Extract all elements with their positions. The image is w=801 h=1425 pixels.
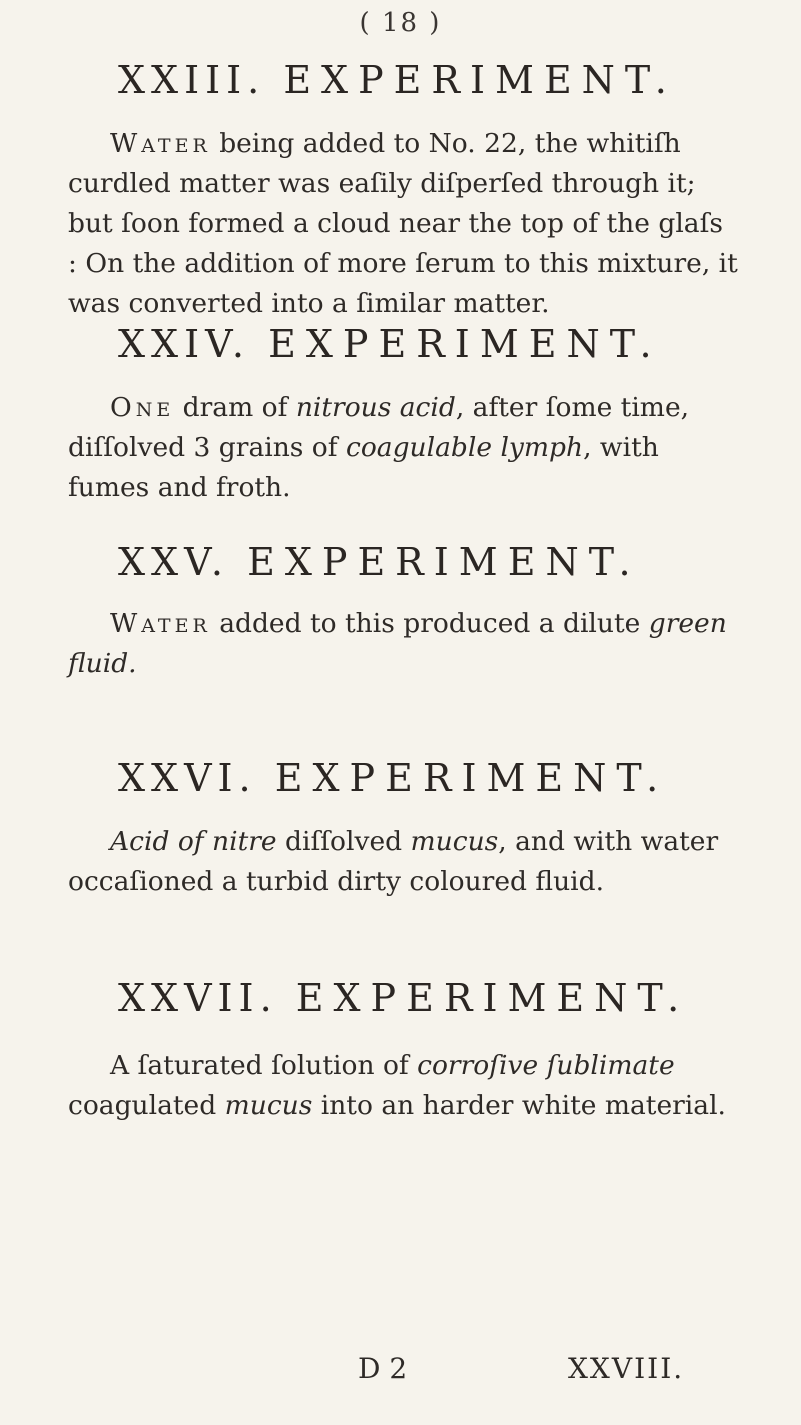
paragraph-text: being added to No. 22, the whitiſh curdled matter was eaſily diſperſed through it; but ſoon formed a cloud near the top of the glaſs : On the addition of more ſerum to this mixture, it was converted into a ſimilar matter. — [68, 128, 738, 319]
paragraph-text: diſſolved — [276, 826, 411, 857]
italic-term: coagulable lymph — [346, 432, 584, 463]
experiment-text-23 — [68, 124, 738, 324]
experiment-text-26 — [68, 822, 738, 902]
catchword: XXVIII. — [568, 1352, 685, 1385]
heading-word: EXPERIMENT. — [295, 976, 690, 1020]
experiment-heading-26 — [118, 756, 668, 800]
paragraph-text: added to this produced a dilute — [210, 608, 649, 639]
heading-number: XXV. — [118, 540, 229, 584]
heading-number: XXIII. — [118, 58, 266, 102]
experiment-text-25 — [68, 604, 738, 684]
heading-number: XXVII. — [118, 976, 278, 1020]
experiment-heading-23 — [118, 58, 677, 102]
italic-term: mucus — [410, 826, 499, 857]
heading-word: EXPERIMENT. — [268, 322, 662, 366]
experiment-heading-25 — [118, 540, 641, 584]
heading-number: XXVI. — [118, 756, 257, 800]
lead-word: Water — [110, 128, 211, 159]
experiment-heading-27 — [118, 976, 689, 1020]
page-footer — [0, 1352, 801, 1392]
italic-term: green fluid. — [68, 608, 727, 679]
paragraph-text: into an harder white material. — [312, 1090, 726, 1121]
italic-term: mucus — [224, 1090, 313, 1121]
experiment-text-24 — [68, 388, 738, 508]
heading-word: EXPERIMENT. — [283, 58, 677, 102]
heading-word: EXPERIMENT. — [247, 540, 641, 584]
paragraph-text: coagulated — [68, 1090, 225, 1121]
experiment-text-27 — [68, 1046, 738, 1126]
signature-mark: D 2 — [358, 1352, 408, 1385]
paragraph-text: A ſaturated ſolution of — [110, 1050, 418, 1081]
paragraph-text: , with fumes and froth. — [68, 432, 659, 503]
experiment-heading-24 — [118, 322, 662, 366]
heading-number: XXIV. — [118, 322, 250, 366]
paragraph-text: , after ſome time, diſſolved 3 grains of — [68, 392, 690, 463]
heading-word: EXPERIMENT. — [274, 756, 669, 800]
italic-term: corroſive ſublimate — [417, 1050, 675, 1081]
italic-term: Acid of nitre — [110, 826, 277, 857]
lead-word: One — [110, 392, 175, 423]
paragraph-text: dram of — [174, 392, 296, 423]
page-number: ( 18 ) — [359, 8, 442, 38]
paragraph-text: , and with water occaſioned a turbid dirty coloured fluid. — [68, 826, 719, 897]
lead-word: Water — [110, 608, 211, 639]
italic-term: nitrous acid — [295, 392, 456, 423]
